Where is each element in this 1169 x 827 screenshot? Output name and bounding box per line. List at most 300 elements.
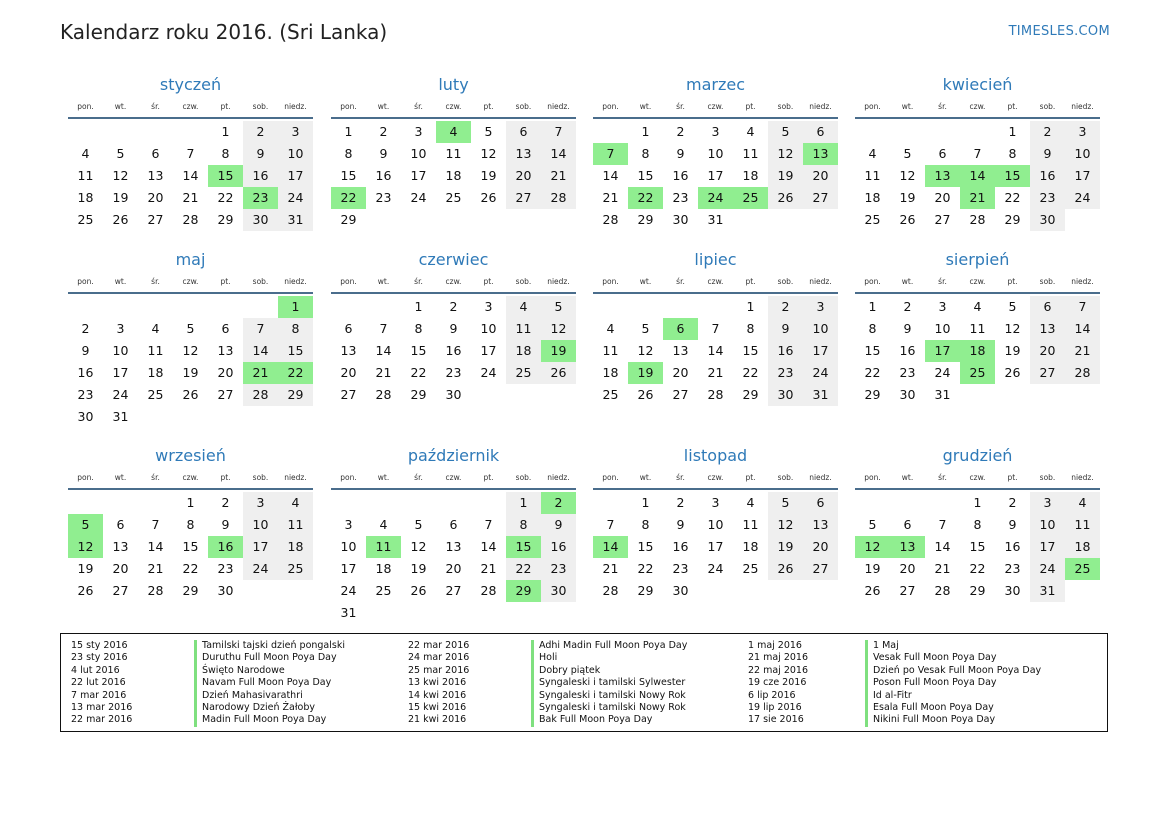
day-cell: 11 [77,168,94,183]
month-9 [331,445,576,624]
weekday-label: czw. [969,473,986,482]
day-cell: 30 [77,409,94,424]
day-cell: 22 [217,190,234,205]
holiday-day-cell: 4 [436,121,471,143]
day-cell: 29 [864,387,881,402]
day-cell: 27 [340,387,357,402]
day-cell: 1 [186,495,195,510]
day-cell: 5 [768,492,803,514]
day-cell: 10 [707,517,724,532]
day-cell: 30 [243,209,278,231]
holiday-date: 7 mar 2016 [71,689,127,701]
day-cell: 1 [746,299,755,314]
weekday-label: pt. [1007,277,1018,286]
day-cell: 7 [484,517,493,532]
holiday-name: Dzień Mahasivarathri [194,690,345,702]
day-cell: 30 [217,583,234,598]
day-cell: 7 [973,146,982,161]
holiday-day-cell: 15 [995,165,1030,187]
weekday-label: pon. [864,473,881,482]
day-cell: 3 [803,296,838,318]
day-cell: 18 [375,561,392,576]
weekday-label: śr. [938,102,947,111]
day-cell: 27 [1030,362,1065,384]
holiday-names-column [865,640,1041,727]
day-cell: 23 [445,365,462,380]
day-cell: 26 [899,212,916,227]
weekday-label: pon. [77,277,94,286]
weekday-label: czw. [182,473,199,482]
day-cell: 2 [903,299,912,314]
weekday-label: pon. [340,277,357,286]
weekday-label: pon. [340,102,357,111]
day-cell: 7 [938,517,947,532]
day-cell: 10 [410,146,427,161]
day-cell: 9 [379,146,388,161]
day-cell: 27 [112,583,129,598]
day-cell: 8 [641,146,650,161]
day-cell: 26 [768,558,803,580]
holiday-day-cell: 25 [1065,558,1100,580]
weekday-label: niedz. [284,102,307,111]
weekday-label: śr. [938,473,947,482]
holiday-day-cell: 13 [890,536,925,558]
day-cell: 2 [1008,495,1017,510]
day-cell: 19 [768,536,803,558]
day-cell: 17 [707,539,724,554]
day-grid [593,492,838,602]
weekday-label: wt. [377,277,390,286]
page-title: Kalendarz roku 2016. (Sri Lanka) [60,20,388,44]
holiday-name: Madin Full Moon Poya Day [194,714,345,726]
weekday-label: wt. [901,473,914,482]
holiday-day-cell: 23 [243,187,278,209]
holiday-day-cell: 18 [960,340,995,362]
day-cell: 13 [506,143,541,165]
day-cell: 3 [116,321,125,336]
holiday-name: Tamilski tajski dzień pongalski [194,640,345,652]
day-cell: 9 [243,143,278,165]
day-cell: 20 [340,365,357,380]
holiday-day-cell: 14 [593,536,628,558]
day-cell: 9 [541,514,576,536]
day-cell: 6 [116,517,125,532]
empty-cell [103,296,138,318]
day-cell: 19 [77,561,94,576]
empty-cell [436,492,471,514]
weekday-label: pt. [745,277,756,286]
day-cell: 16 [375,168,392,183]
day-cell: 3 [484,299,493,314]
day-cell: 23 [541,558,576,580]
holiday-day-cell: 17 [925,340,960,362]
day-grid [593,121,838,231]
day-cell: 4 [746,124,755,139]
day-cell: 10 [243,514,278,536]
holiday-name: Bak Full Moon Poya Day [531,714,687,726]
holiday-date: 21 maj 2016 [748,652,809,664]
day-cell: 24 [707,561,724,576]
day-cell: 28 [969,212,986,227]
day-cell: 13 [445,539,462,554]
day-cell: 7 [243,318,278,340]
day-cell: 10 [803,318,838,340]
day-cell: 11 [445,146,462,161]
day-cell: 13 [147,168,164,183]
day-cell: 15 [182,539,199,554]
empty-cell [925,121,960,143]
day-cell: 8 [1008,146,1017,161]
weekday-label: śr. [151,102,160,111]
day-cell: 7 [379,321,388,336]
day-cell: 5 [414,517,423,532]
day-cell: 19 [899,190,916,205]
weekday-label: pt. [220,102,231,111]
day-cell: 5 [641,321,650,336]
holiday-date: 22 lut 2016 [71,677,126,689]
day-cell: 2 [676,495,685,510]
weekday-label: pt. [483,102,494,111]
day-cell: 3 [344,517,353,532]
day-cell: 29 [969,583,986,598]
day-cell: 27 [899,583,916,598]
day-cell: 9 [903,321,912,336]
holiday-date: 22 mar 2016 [408,640,470,651]
weekday-label: pon. [602,473,619,482]
empty-cell [593,296,628,318]
day-cell: 6 [151,146,160,161]
empty-cell [243,296,278,318]
day-cell: 14 [243,340,278,362]
day-cell: 16 [672,168,689,183]
day-cell: 26 [637,387,654,402]
day-cell: 17 [243,536,278,558]
empty-cell [103,121,138,143]
day-cell: 12 [1004,321,1021,336]
weekday-label: sob. [777,473,794,482]
weekday-label: pon. [864,102,881,111]
day-cell: 13 [672,343,689,358]
day-cell: 9 [81,343,90,358]
day-cell: 30 [445,387,462,402]
day-grid [855,296,1100,406]
holiday-name: Holi [531,652,687,664]
weekday-label: niedz. [809,277,832,286]
day-cell: 27 [803,187,838,209]
weekday-header [593,471,838,490]
day-cell: 22 [1004,190,1021,205]
day-cell: 26 [182,387,199,402]
empty-cell [366,492,401,514]
day-cell: 10 [112,343,129,358]
holiday-date: 17 sie 2016 [748,714,804,726]
day-cell: 29 [278,384,313,406]
day-cell: 4 [868,146,877,161]
day-cell: 4 [746,495,755,510]
day-cell: 5 [1008,299,1017,314]
empty-cell [401,492,436,514]
day-cell: 24 [340,583,357,598]
weekday-header [68,471,313,490]
day-cell: 3 [278,121,313,143]
day-cell: 15 [864,343,881,358]
holiday-name: Syngaleski i tamilski Nowy Rok [531,690,687,702]
holiday-name: Esala Full Moon Poya Day [865,702,1041,714]
day-cell: 12 [768,143,803,165]
day-cell: 27 [506,187,541,209]
day-grid [68,296,313,428]
month-name: kwiecień [942,75,1013,94]
day-cell: 22 [969,561,986,576]
empty-cell [138,296,173,318]
weekday-label: sob. [515,277,532,286]
day-cell: 23 [1030,187,1065,209]
day-cell: 26 [77,583,94,598]
empty-cell [103,492,138,514]
day-cell: 6 [803,492,838,514]
day-cell: 19 [480,168,497,183]
holiday-name: Adhi Madin Full Moon Poya Day [531,640,687,652]
day-cell: 23 [375,190,392,205]
holiday-day-cell: 15 [208,165,243,187]
day-cell: 24 [278,187,313,209]
day-cell: 25 [375,583,392,598]
month-name: październik [407,446,500,465]
day-cell: 18 [864,190,881,205]
holiday-names-column [531,640,687,727]
day-cell: 21 [375,365,392,380]
day-cell: 8 [221,146,230,161]
day-cell: 6 [344,321,353,336]
day-cell: 4 [278,492,313,514]
weekday-label: czw. [182,277,199,286]
day-cell: 31 [1030,580,1065,602]
day-cell: 1 [506,492,541,514]
day-cell: 28 [602,212,619,227]
holiday-day-cell: 5 [68,514,103,536]
day-cell: 30 [768,384,803,406]
holiday-date: 25 mar 2016 [408,664,470,676]
day-cell: 18 [77,190,94,205]
holiday-dates-column [748,640,808,727]
weekday-label: czw. [445,102,462,111]
weekday-label: pon. [77,473,94,482]
weekday-label: wt. [377,102,390,111]
month-1 [331,74,576,231]
weekday-label: śr. [414,102,423,111]
day-cell: 5 [116,146,125,161]
day-cell: 5 [903,146,912,161]
holiday-day-cell: 16 [208,536,243,558]
day-cell: 20 [506,165,541,187]
day-cell: 20 [934,190,951,205]
day-cell: 7 [1065,296,1100,318]
day-cell: 24 [934,365,951,380]
holiday-day-cell: 15 [506,536,541,558]
day-cell: 15 [637,168,654,183]
weekday-label: sob. [777,102,794,111]
day-cell: 23 [899,365,916,380]
day-cell: 25 [864,212,881,227]
day-cell: 17 [803,340,838,362]
day-cell: 7 [711,321,720,336]
day-cell: 17 [340,561,357,576]
empty-cell [593,492,628,514]
day-cell: 16 [77,365,94,380]
day-cell: 15 [969,539,986,554]
day-cell: 26 [1004,365,1021,380]
day-cell: 5 [868,517,877,532]
day-cell: 16 [243,165,278,187]
holiday-day-cell: 21 [960,187,995,209]
holiday-name: Narodowy Dzień Żałoby [194,702,345,714]
day-cell: 18 [506,340,541,362]
month-7 [855,249,1100,406]
holiday-day-cell: 11 [366,536,401,558]
holiday-day-cell: 24 [698,187,733,209]
day-cell: 23 [1004,561,1021,576]
weekday-label: wt. [639,102,652,111]
holiday-day-cell: 14 [960,165,995,187]
day-cell: 24 [112,387,129,402]
day-cell: 11 [1065,514,1100,536]
day-cell: 6 [938,146,947,161]
empty-cell [960,121,995,143]
weekday-label: pt. [220,473,231,482]
day-cell: 4 [973,299,982,314]
day-cell: 2 [221,495,230,510]
day-cell: 22 [182,561,199,576]
month-5 [331,249,576,406]
day-cell: 28 [243,384,278,406]
day-cell: 27 [934,212,951,227]
day-cell: 26 [768,187,803,209]
brand-link[interactable]: TIMESLES.COM [1008,24,1110,39]
weekday-label: wt. [114,277,127,286]
day-cell: 8 [746,321,755,336]
month-8 [68,445,313,602]
day-cell: 16 [899,343,916,358]
day-cell: 8 [868,321,877,336]
day-cell: 1 [973,495,982,510]
day-cell: 30 [899,387,916,402]
empty-cell [890,492,925,514]
weekday-label: pt. [1007,473,1018,482]
day-cell: 15 [410,343,427,358]
day-cell: 12 [410,539,427,554]
holiday-date: 19 cze 2016 [748,677,807,689]
weekday-label: sob. [252,473,269,482]
day-cell: 20 [803,165,838,187]
holiday-day-cell: 25 [733,187,768,209]
day-cell: 14 [182,168,199,183]
day-cell: 27 [445,583,462,598]
holiday-day-cell: 22 [278,362,313,384]
holiday-list [60,633,1108,732]
day-cell: 21 [541,165,576,187]
day-cell: 2 [1030,121,1065,143]
month-name: wrzesień [155,446,226,465]
day-cell: 17 [410,168,427,183]
day-cell: 6 [221,321,230,336]
day-cell: 30 [1004,583,1021,598]
day-cell: 20 [899,561,916,576]
day-cell: 20 [445,561,462,576]
day-cell: 27 [803,558,838,580]
weekday-header [855,275,1100,294]
day-cell: 14 [147,539,164,554]
day-cell: 1 [868,299,877,314]
day-cell: 11 [864,168,881,183]
weekday-label: czw. [445,473,462,482]
day-cell: 8 [973,517,982,532]
day-cell: 29 [410,387,427,402]
weekday-label: pt. [483,473,494,482]
day-cell: 31 [803,384,838,406]
day-cell: 9 [676,146,685,161]
day-cell: 10 [278,143,313,165]
weekday-label: śr. [414,277,423,286]
holiday-day-cell: 13 [803,143,838,165]
weekday-label: śr. [414,473,423,482]
day-cell: 12 [541,318,576,340]
weekday-label: pon. [340,473,357,482]
day-cell: 21 [602,190,619,205]
day-cell: 2 [81,321,90,336]
day-cell: 10 [340,539,357,554]
day-grid [68,121,313,231]
weekday-label: sob. [252,277,269,286]
holiday-day-cell: 12 [68,536,103,558]
day-cell: 28 [934,583,951,598]
day-cell: 7 [606,517,615,532]
day-cell: 11 [147,343,164,358]
day-cell: 1 [641,495,650,510]
day-cell: 23 [217,561,234,576]
day-cell: 27 [147,212,164,227]
day-cell: 15 [742,343,759,358]
weekday-label: pt. [220,277,231,286]
weekday-label: sob. [1039,473,1056,482]
day-cell: 27 [217,387,234,402]
holiday-day-cell: 7 [593,143,628,165]
day-cell: 19 [182,365,199,380]
day-cell: 3 [938,299,947,314]
weekday-label: sob. [777,277,794,286]
day-cell: 23 [672,190,689,205]
weekday-label: niedz. [284,473,307,482]
weekday-header [593,275,838,294]
day-cell: 5 [484,124,493,139]
empty-cell [331,492,366,514]
weekday-label: wt. [114,102,127,111]
day-cell: 2 [768,296,803,318]
holiday-date: 19 lip 2016 [748,702,802,714]
day-grid [855,121,1100,231]
day-cell: 12 [899,168,916,183]
day-grid [331,492,576,624]
day-cell: 9 [221,517,230,532]
month-name: marzec [685,75,745,94]
day-cell: 29 [340,212,357,227]
day-cell: 10 [480,321,497,336]
day-cell: 3 [243,492,278,514]
month-6 [593,249,838,406]
day-cell: 12 [637,343,654,358]
weekday-label: śr. [151,277,160,286]
day-cell: 12 [112,168,129,183]
empty-cell [890,121,925,143]
